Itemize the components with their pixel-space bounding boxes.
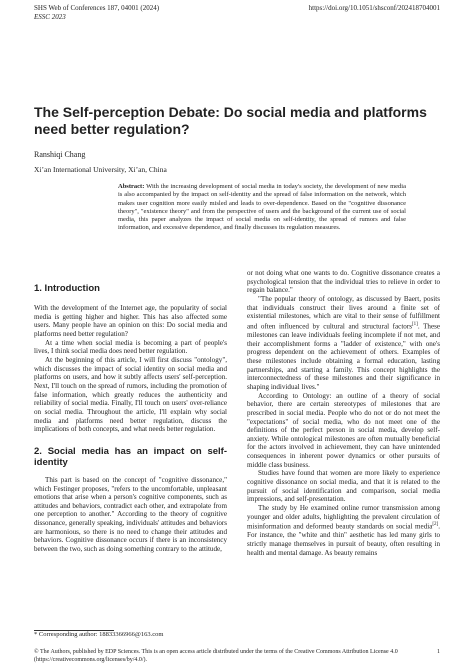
doi-link[interactable]: https://doi.org/10.1051/shsconf/202418704001 [308,4,440,12]
paragraph [247,295,440,392]
page-footer [34,649,440,664]
paragraph [247,504,440,557]
paragraph-text: "The popular theory of ontology, as discussed by Baert, posits that individuals construct their lives around a finite set of existential milestones, which are vital to their sense of fulfillment and often influenced by cultural and structural factors [247,294,440,331]
paragraph: According to Ontology: an outline of a theory of social behavior, there are certain stereotypes of milestones that are prescribed in social media. People who do not or do not meet the "expectations" of social media, who do not meet one of the definitions of the perfect person in social media, develop self-anxiety. While ontological milestones are often mutually beneficial for the actors involved in achievement, they can have unintended consequences in inherent power dynamics or other pursuits of middle class business. [247,391,440,469]
license-text: © The Authors, published by EDP Sciences. This is an open access article distributed under the terms of the Creative Commons Attribution License 4.0 [34,649,398,655]
author-name: Ranshiqi Chang [34,150,86,159]
author-affiliation: Xi’an International University, Xi’an, China [34,165,167,174]
paragraph: With the development of the Internet age, the popularity of social media is getting higher and higher. This has also affected some users. Many people have an opinion on this: Do social media and platforms need better regulation? [34,304,227,338]
citation-ref[interactable]: [2] [432,522,439,528]
abstract-text: With the increasing development of social media in today's society, the development of new media is also accompanied by the impact on self-identity and the spread of false information on the network, which makes user cognition more easily misled and leads to over-dependence. Based on the "cognitive dissonance theory", "existence theory" and from the perspective of users and the background of the current use of social media, this paper analyzes the impact of social media on self-identity, the spread of rumors and false information, and excessive dependence, and finally discusses its regulation measures. [118,183,406,232]
paragraph: or not doing what one wants to do. Cognitive dissonance creates a psychological tension that the individual tries to relieve in order to regain balance." [247,269,440,295]
paragraph-text: The study by He examined online rumor transmission among younger and older adults, highlighting the prevalent circulation of misinformation and deformed beauty standards on social media [247,504,440,531]
paragraph: At the beginning of this article, I will first discuss "ontology", which discusses the impact of social identity on social media and platforms on users, and how it subtly affects users' self-perception. Next, I'll touch on the spread of rumors, including the promotion of false information, which greatly reduces the authenticity and reliability of social media. Finally, I'll touch on users' over-reliance on social media. Throughout the article, I'll explain why social media and platforms need better regulation, discuss the implications of both concepts, and what needs better regulation. [34,355,227,434]
paragraph: At a time when social media is becoming a part of people's lives, I think social media does need better regulation. [34,338,227,356]
left-column [34,269,227,554]
section-heading-self-identity: 2. Social media has an impact on self-identity [34,445,227,468]
right-column [247,269,440,557]
abstract-label: Abstract: [118,183,145,190]
paragraph-text: . These milestones can leave individuals feeling incomplete if not met, and their accomplishment forms a "ladder of existence," with one's progress dependent on the achievement of others. Examples of these milestones include obtaining a formal education, lasting partnerships, and starting a family. This concept highlights the interconnectedness of these milestones and their significance in shaping individual lives." [247,322,441,391]
corresponding-author-footnote: * Corresponding author: 18833366966@163.com [34,631,164,638]
section-heading-introduction: 1. Introduction [34,283,100,294]
abstract [118,183,406,233]
journal-reference: SHS Web of Conferences 187, 04001 (2024) [34,4,160,12]
page-number: 1 [437,649,440,655]
paragraph: This part is based on the concept of "cognitive dissonance," which Festinger proposes, "refers to the uncomfortable, unpleasant emotions that arise when a person's cognitive components, such as attitudes and behaviors, contradict each other, and extrapolate from one perception to another." According to the theory of cognitive dissonance, generally speaking, individuals' attitudes and behaviors are harmonious, so there is no need to change their attitudes and behaviors. Cognitive dissonance occurs if there is an inconsistency between the two, such as doing something contrary to the attitude, [34,475,227,554]
citation-ref[interactable]: [1] [411,321,418,327]
conference-name: ESSC 2023 [34,13,66,21]
paragraph-text: . For instance, the "white and thin" aesthetic has led many girls to strictly manage themselves in pursuit of beauty, often resulting in health and mental damage. As beauty remains [247,522,440,557]
license-link[interactable]: (https://creativecommons.org/licenses/by/4.0/). [34,656,148,663]
paragraph: Studies have found that women are more likely to experience cognitive dissonance on social media, and that it is related to the pursuit of social identification and comparison, social media impressions, and self-presentation. [247,469,440,504]
paper-title: The Self-perception Debate: Do social media and platforms need better regulation? [34,104,427,137]
